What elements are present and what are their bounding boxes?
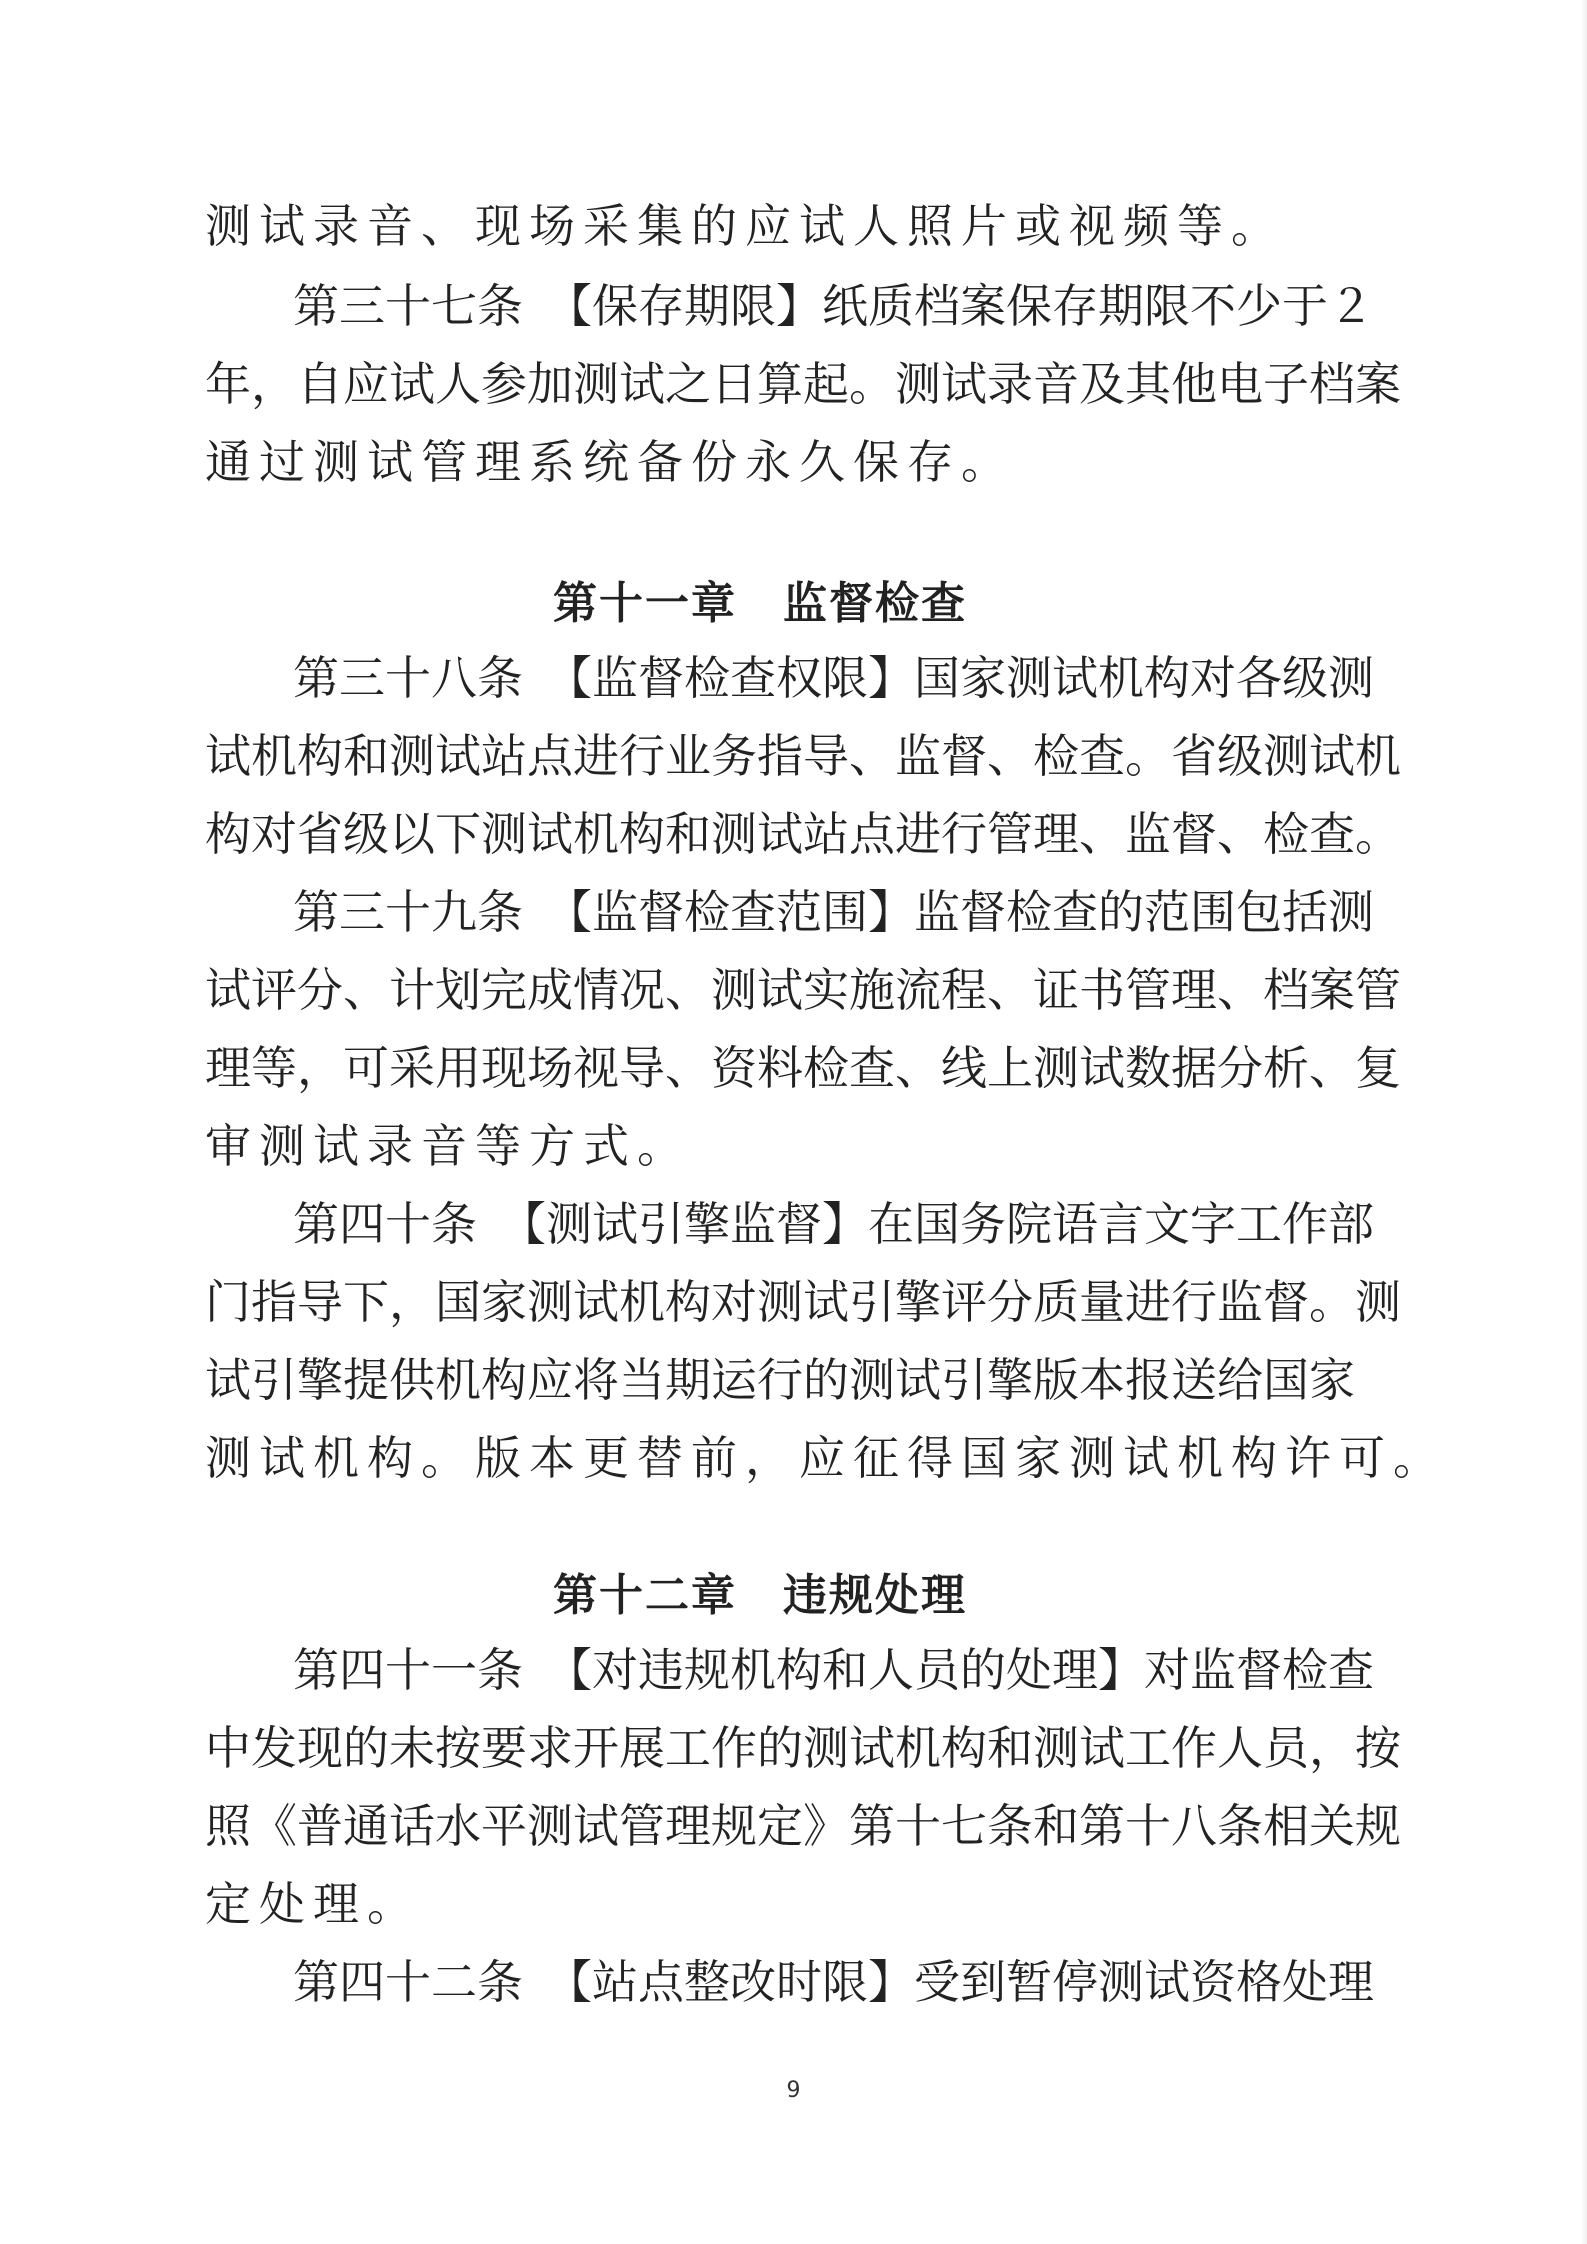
article-39-line: 试评分、计划完成情况、测试实施流程、证书管理、档案管 <box>205 963 1401 1017</box>
article-41-line: 照《普通话水平测试管理规定》第十七条和第十八条相关规 <box>205 1799 1401 1853</box>
article-41-line: 定处理。 <box>205 1877 421 1931</box>
article-37-line: 第三十七条 【保存期限】纸质档案保存期限不少于２ <box>293 279 1374 333</box>
article-39-line: 审测试录音等方式。 <box>205 1119 691 1173</box>
article-41-line: 第四十一条 【对违规机构和人员的处理】对监督检查 <box>293 1643 1374 1697</box>
chapter-12-heading: 第十二章 违规处理 <box>553 1570 967 1621</box>
article-40-line: 门指导下，国家测试机构对测试引擎评分质量进行监督。测 <box>205 1275 1401 1329</box>
article-41-line: 中发现的未按要求开展工作的测试机构和测试工作人员，按 <box>205 1721 1401 1775</box>
article-38-line: 构对省级以下测试机构和测试站点进行管理、监督、检查。 <box>205 807 1401 861</box>
article-37-line: 通过测试管理系统备份永久保存。 <box>205 435 1015 489</box>
article-40-line: 第四十条 【测试引擎监督】在国务院语言文字工作部 <box>293 1197 1374 1251</box>
article-40-line: 试引擎提供机构应将当期运行的测试引擎版本报送给国家 <box>205 1353 1355 1407</box>
scan-edge <box>1581 0 1587 2244</box>
article-38-line: 试机构和测试站点进行业务指导、监督、检查。省级测试机 <box>205 729 1401 783</box>
article-40-line: 测试机构。版本更替前，应征得国家测试机构许可。 <box>205 1431 1447 1485</box>
article-39-line: 第三十九条 【监督检查范围】监督检查的范围包括测 <box>293 885 1374 939</box>
page-number: 9 <box>786 2078 801 2103</box>
article-38-line: 第三十八条 【监督检查权限】国家测试机构对各级测 <box>293 651 1374 705</box>
chapter-11-heading: 第十一章 监督检查 <box>553 578 967 629</box>
article-37-line: 年，自应试人参加测试之日算起。测试录音及其他电子档案 <box>205 357 1401 411</box>
article-42-line: 第四十二条 【站点整改时限】受到暂停测试资格处理 <box>293 1955 1374 2009</box>
paragraph-line: 测试录音、现场采集的应试人照片或视频等。 <box>205 199 1285 253</box>
article-39-line: 理等，可采用现场视导、资料检查、线上测试数据分析、复 <box>205 1041 1401 1095</box>
